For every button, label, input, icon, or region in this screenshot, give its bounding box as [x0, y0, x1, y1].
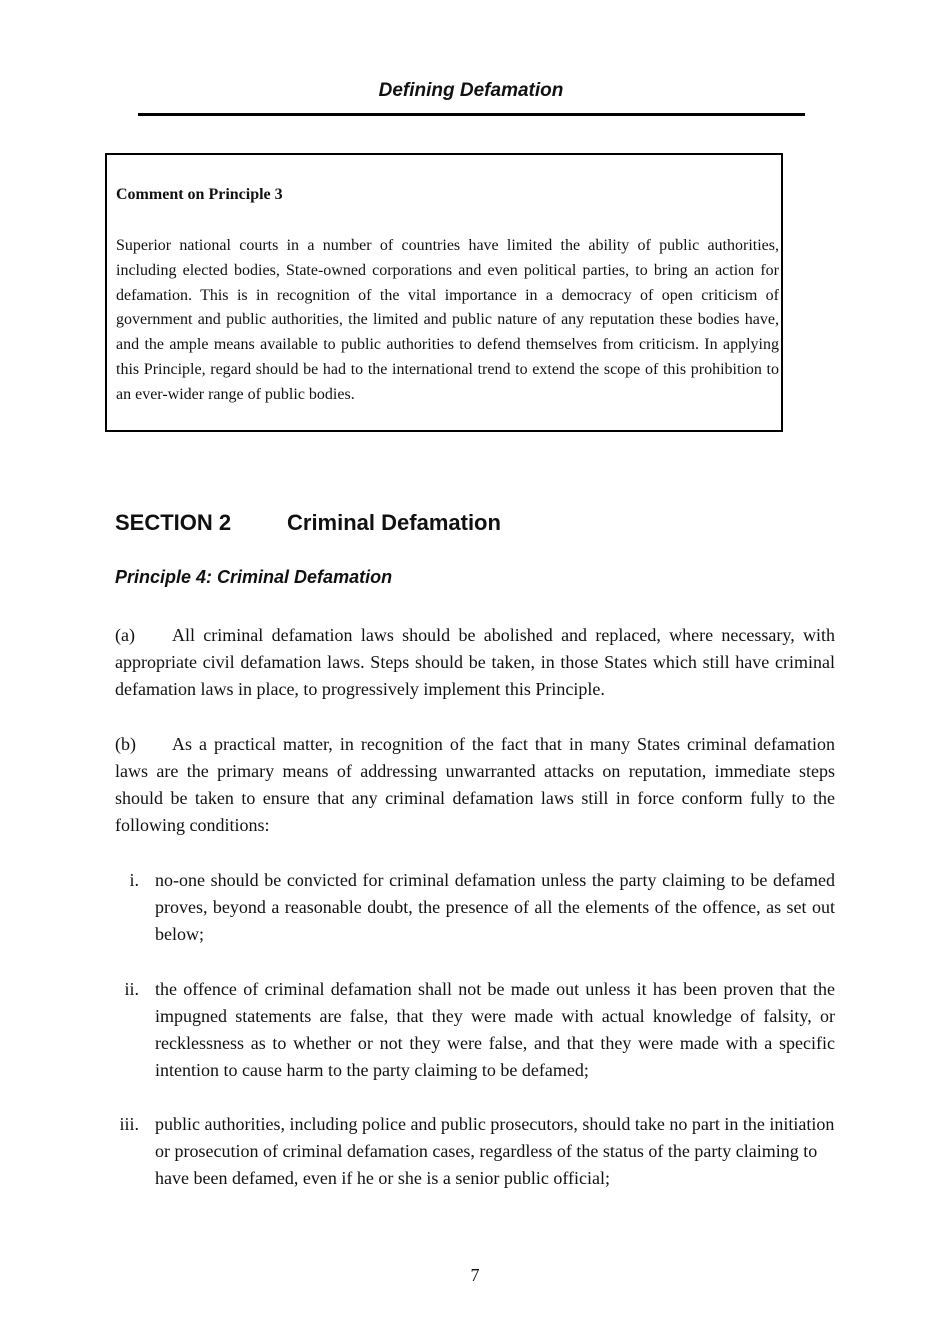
condition-item-ii	[115, 976, 835, 1084]
condition-text: no-one should be convicted for criminal defamation unless the party claiming to be defamed proves, beyond a reasonable doubt, the presence of all the elements of the offence, as set out below;	[155, 870, 835, 944]
section-heading	[115, 509, 501, 537]
condition-text: the offence of criminal defamation shall not be made out unless it has been proven that the impugned statements are false, that they were made with actual knowledge of falsity, or recklessness as to whether or not they were false, and that they were made with a specific intention to cause harm to the party claiming to be defamed;	[155, 979, 835, 1080]
header-rule	[138, 113, 805, 116]
page-number: 7	[470, 1265, 480, 1285]
paragraph-b	[115, 731, 835, 839]
condition-text: public authorities, including police and public prosecutors, should take no part in the initiation or prosecution of criminal defamation cases, regardless of the status of the party claiming to have been defamed, even if he or she is a senior public official;	[155, 1114, 835, 1188]
principle-heading: Principle 4: Criminal Defamation	[115, 567, 393, 587]
section-title: Criminal Defamation	[287, 510, 501, 535]
condition-item-i	[115, 867, 835, 948]
comment-box	[105, 153, 783, 432]
paragraph-a	[115, 622, 835, 703]
paragraph-text: All criminal defamation laws should be abolished and replaced, where necessary, with appropriate civil defamation laws. Steps should be taken, in those States which still have criminal defamation laws in place, to progressively implement this Principle.	[115, 625, 835, 699]
condition-numeral: ii.	[124, 979, 139, 999]
paragraph-marker: (a)	[115, 625, 135, 645]
condition-numeral: iii.	[119, 1114, 139, 1134]
paragraph-text: As a practical matter, in recognition of the fact that in many States criminal defamation laws are the primary means of addressing unwarranted attacks on reputation, immediate steps should be taken to ensure that any criminal defamation laws still in force conform fully to the following conditions:	[115, 734, 835, 835]
comment-text: Superior national courts in a number of countries have limited the ability of public authorities, including elected bodies, State-owned corporations and even political parties, to bring an action for defamation. This is in recognition of the vital importance in a democracy of open criticism of government and public authorities, the limited and public nature of any reputation these bodies have, and the ample means available to public authorities to defend themselves from criticism. In applying this Principle, regard should be had to the international trend to extend the scope of this prohibition to an ever-wider range of public bodies.	[116, 237, 779, 403]
paragraph-marker: (b)	[115, 734, 136, 754]
running-header: Defining Defamation	[378, 80, 564, 101]
section-number: SECTION 2	[115, 510, 232, 535]
comment-title: Comment on Principle 3	[116, 186, 283, 203]
condition-item-iii	[115, 1111, 835, 1192]
condition-numeral: i.	[129, 870, 139, 890]
